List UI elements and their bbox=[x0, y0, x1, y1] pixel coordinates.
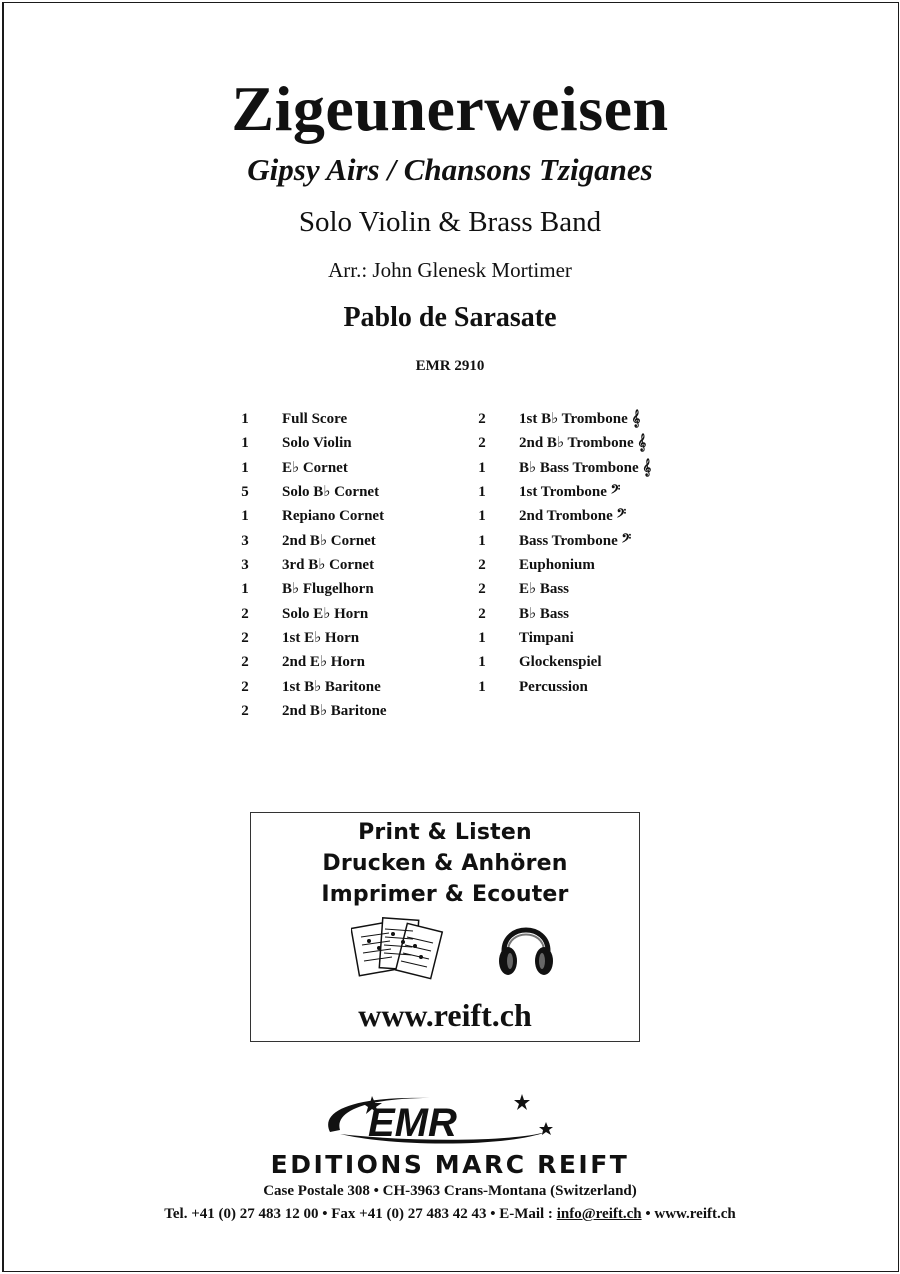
arranger: Arr.: John Glenesk Mortimer bbox=[328, 258, 572, 282]
subtitle: Gipsy Airs / Chansons Tziganes bbox=[247, 152, 653, 187]
contact-phone-fax: Tel. +41 (0) 27 483 12 00 • Fax +41 (0) 27 483 42 43 • E-Mail : bbox=[164, 1206, 557, 1222]
emr-logo bbox=[310, 1092, 570, 1150]
part-name: 2nd B♭ Cornet bbox=[282, 532, 376, 549]
part-quantity: 3 bbox=[241, 557, 249, 574]
part-name: Full Score bbox=[282, 411, 348, 427]
part-name: E♭ Bass bbox=[519, 581, 570, 598]
part-name: Bass Trombone 𝄢 bbox=[519, 532, 632, 549]
headphones-icon bbox=[496, 915, 556, 979]
publisher-name bbox=[0, 1150, 900, 1179]
publisher-reift: REIFT bbox=[537, 1150, 630, 1179]
part-name: 3rd B♭ Cornet bbox=[282, 557, 375, 574]
part-name: 2nd Trombone 𝄢 bbox=[519, 508, 627, 525]
part-name: 2nd B♭ Trombone 𝄞 bbox=[519, 435, 647, 452]
print-listen-box bbox=[250, 812, 640, 1042]
part-name: Timpani bbox=[519, 630, 574, 647]
part-quantity: 1 bbox=[478, 654, 486, 671]
part-quantity: 2 bbox=[478, 605, 486, 622]
part-quantity: 1 bbox=[478, 484, 486, 501]
email-link[interactable]: info@reift.ch bbox=[556, 1206, 642, 1222]
sheet-music-icon bbox=[351, 915, 445, 981]
part-name: 2nd E♭ Horn bbox=[282, 654, 365, 671]
publisher-marc: MARC bbox=[434, 1150, 527, 1179]
part-quantity: 2 bbox=[241, 703, 249, 720]
part-name: B♭ Bass bbox=[519, 605, 570, 622]
part-name: Solo B♭ Cornet bbox=[282, 484, 380, 501]
part-quantity: 2 bbox=[241, 630, 249, 647]
composer: Pablo de Sarasate bbox=[343, 302, 557, 333]
part-name: Repiano Cornet bbox=[282, 508, 385, 525]
part-name: Solo Violin bbox=[282, 435, 352, 452]
part-quantity: 2 bbox=[478, 581, 486, 598]
part-quantity: 2 bbox=[478, 435, 486, 452]
part-quantity: 3 bbox=[241, 532, 249, 549]
part-quantity: 1 bbox=[478, 459, 486, 476]
publisher-contact bbox=[0, 1206, 900, 1223]
part-quantity: 2 bbox=[241, 678, 249, 695]
part-name: Solo E♭ Horn bbox=[282, 605, 369, 622]
page-title: Zigeunerweisen bbox=[231, 73, 669, 144]
part-quantity: 1 bbox=[241, 508, 249, 525]
part-name: 2nd B♭ Baritone bbox=[282, 703, 387, 720]
part-name: Glockenspiel bbox=[519, 654, 602, 671]
part-name: 1st B♭ Baritone bbox=[282, 678, 381, 695]
page-frame bbox=[2, 2, 899, 1272]
catalog-number: EMR 2910 bbox=[415, 358, 485, 374]
part-quantity: 1 bbox=[241, 459, 249, 476]
publisher-editions: EDITIONS bbox=[270, 1150, 425, 1179]
contact-website[interactable]: • www.reift.ch bbox=[641, 1206, 736, 1222]
part-quantity: 1 bbox=[241, 411, 249, 427]
part-quantity: 1 bbox=[241, 581, 249, 598]
part-quantity: 1 bbox=[478, 678, 486, 695]
part-name: 1st E♭ Horn bbox=[282, 630, 360, 647]
promo-line-german: Drucken & Anhören bbox=[322, 851, 568, 876]
part-name: E♭ Cornet bbox=[282, 459, 348, 476]
part-name: B♭ Flugelhorn bbox=[282, 581, 374, 598]
part-quantity: 5 bbox=[241, 484, 249, 501]
logo-text: EMR bbox=[368, 1101, 457, 1145]
part-name: Euphonium bbox=[519, 557, 595, 574]
promo-line-french: Imprimer & Ecouter bbox=[321, 882, 569, 907]
part-quantity: 1 bbox=[478, 532, 486, 549]
promo-line-english: Print & Listen bbox=[358, 820, 532, 845]
part-name: 1st B♭ Trombone 𝄞 bbox=[519, 411, 641, 427]
part-name: 1st Trombone 𝄢 bbox=[519, 484, 621, 501]
part-name: B♭ Bass Trombone 𝄞 bbox=[519, 459, 652, 476]
part-quantity: 2 bbox=[241, 605, 249, 622]
promo-url[interactable]: www.reift.ch bbox=[358, 997, 532, 1033]
part-quantity: 1 bbox=[478, 508, 486, 525]
part-quantity: 1 bbox=[241, 435, 249, 452]
part-quantity: 2 bbox=[478, 411, 486, 427]
publisher-address: Case Postale 308 • CH-3963 Crans-Montana (Switzerland) bbox=[263, 1183, 637, 1199]
part-quantity: 1 bbox=[478, 630, 486, 647]
part-quantity: 2 bbox=[241, 654, 249, 671]
part-quantity: 2 bbox=[478, 557, 486, 574]
part-name: Percussion bbox=[519, 678, 588, 695]
instrumentation: Solo Violin & Brass Band bbox=[298, 206, 602, 238]
